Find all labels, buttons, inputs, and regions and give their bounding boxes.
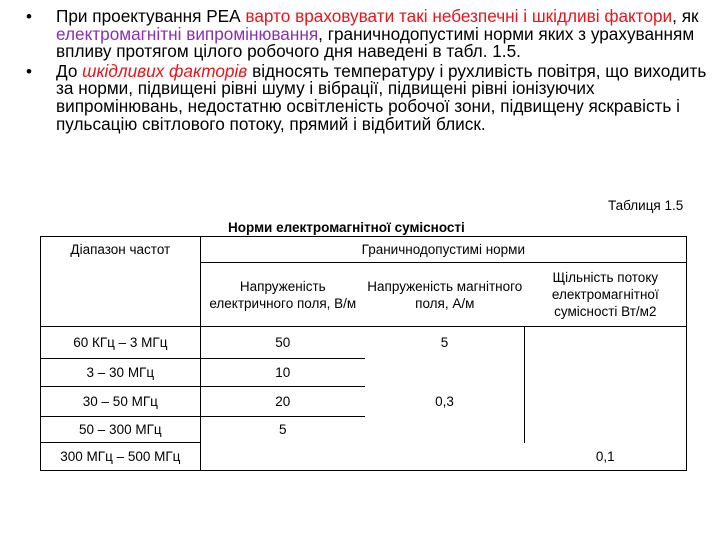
header-empty-cell	[41, 263, 201, 327]
highlight-red: варто враховувати такі небезпечні і шкідливі фактори	[245, 6, 673, 26]
cell-electric: 50	[200, 327, 365, 359]
table-row	[41, 443, 687, 471]
cell-range: 300 МГц – 500 МГц	[41, 443, 201, 471]
cell-magnetic	[365, 443, 525, 471]
text-run: відносять температуру і рухливість повітря, що виходить за норми, підвищені рівні шуму і вібрації, підвищені рівні іонізуючих випромінювань, недостатню освітленість робочої зони, підвищену яскравість і пульсацію світлового потоку, прямий і відбитий блиск.	[56, 60, 707, 134]
cell-range: 60 КГц – 3 МГц	[41, 327, 201, 359]
table-title: Норми електромагнітної сумісності	[228, 220, 465, 235]
table-row	[41, 327, 687, 359]
cell-range: 30 – 50 МГц	[41, 387, 201, 417]
cell-electric	[200, 443, 365, 471]
bullet-dot-icon: •	[26, 7, 32, 26]
text-run: , як	[672, 6, 699, 26]
text-run: При проектування РЕА	[56, 6, 246, 26]
header-magnetic-field: Напруженість магнітного поля, А/м	[365, 263, 525, 327]
bullet-list	[20, 8, 710, 135]
text-run: До	[56, 60, 83, 81]
norms-table	[40, 236, 687, 471]
highlight-purple: електромагнітні випромінювання	[56, 23, 319, 44]
bullet-item	[20, 8, 710, 61]
cell-range: 3 – 30 МГц	[41, 359, 201, 387]
table-row	[41, 417, 687, 443]
highlight-red-italic: шкідливих факторів	[82, 60, 248, 81]
table-header-row	[41, 237, 687, 263]
header-electric-field: Напруженість електричного поля, В/м	[200, 263, 365, 327]
header-flux-density: Щільність потоку електромагнітної сумісності Вт/м2	[525, 263, 687, 327]
bullet-item	[20, 60, 710, 134]
table-subheader-row	[41, 263, 687, 327]
bullet-dot-icon: •	[26, 61, 32, 81]
table-row	[41, 359, 687, 387]
header-limit-norms: Граничнодопустимі норми	[200, 237, 686, 263]
cell-flux	[525, 327, 687, 359]
text-run: , граничнодопустимі норми яких з урахуванням впливу протягом цілого робочого дня наведені в табл. 1.5.	[56, 23, 695, 62]
cell-flux: 0,1	[525, 443, 687, 471]
table-row	[41, 387, 687, 417]
bullet-text	[56, 6, 699, 61]
header-frequency-range: Діапазон частот	[41, 237, 201, 263]
cell-magnetic	[365, 417, 525, 443]
cell-magnetic	[365, 359, 525, 387]
cell-flux	[525, 359, 687, 387]
cell-electric: 20	[200, 387, 365, 417]
cell-magnetic: 5	[365, 327, 525, 359]
cell-range: 50 – 300 МГц	[41, 417, 201, 443]
table-label: Таблиця 1.5	[608, 198, 684, 213]
cell-flux	[525, 387, 687, 417]
cell-electric: 5	[200, 417, 365, 443]
bullet-text	[56, 61, 706, 134]
cell-flux	[525, 417, 687, 443]
cell-electric: 10	[200, 359, 365, 387]
cell-magnetic: 0,3	[435, 394, 454, 409]
